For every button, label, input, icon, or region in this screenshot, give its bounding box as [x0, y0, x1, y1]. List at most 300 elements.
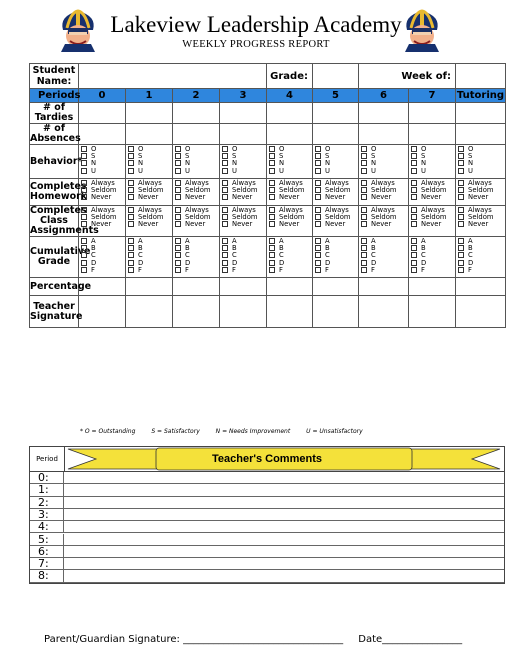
- checkbox[interactable]: [361, 245, 367, 251]
- checkbox[interactable]: [175, 160, 181, 166]
- checkbox[interactable]: [458, 180, 464, 186]
- option-label: Always: [371, 179, 395, 187]
- checkbox[interactable]: [81, 168, 87, 174]
- checkbox[interactable]: [315, 260, 321, 266]
- signature-cell[interactable]: [267, 296, 313, 328]
- checkbox[interactable]: [411, 146, 417, 152]
- option-label: S: [468, 152, 473, 161]
- checkbox[interactable]: [222, 180, 228, 186]
- checkbox[interactable]: [315, 168, 321, 174]
- week-field[interactable]: [456, 64, 506, 89]
- checkbox[interactable]: [269, 187, 275, 193]
- assignments-label: Completes Class Assignments: [30, 205, 99, 236]
- checkbox[interactable]: [361, 187, 367, 193]
- checkbox[interactable]: [361, 180, 367, 186]
- checkbox[interactable]: [458, 214, 464, 220]
- option-item: [458, 267, 503, 274]
- checkbox[interactable]: [128, 187, 134, 193]
- checkbox[interactable]: [128, 245, 134, 251]
- option-item: [81, 238, 123, 245]
- grade-field[interactable]: [313, 64, 359, 89]
- option-item: [361, 221, 406, 228]
- checkbox[interactable]: [222, 245, 228, 251]
- checkbox[interactable]: [361, 194, 367, 200]
- absences-label: # of Absences: [30, 123, 81, 144]
- option-label: Never: [421, 220, 442, 229]
- option-label: B: [421, 244, 426, 253]
- checkbox[interactable]: [128, 146, 134, 152]
- option-item: [458, 252, 503, 259]
- comment-row[interactable]: [30, 509, 504, 521]
- option-item: [81, 245, 123, 252]
- checkbox[interactable]: [315, 160, 321, 166]
- checkbox[interactable]: [81, 153, 87, 159]
- checkbox[interactable]: [411, 252, 417, 258]
- checkbox[interactable]: [411, 187, 417, 193]
- option-item: [81, 160, 123, 167]
- option-label: C: [185, 251, 190, 260]
- checkbox[interactable]: [269, 194, 275, 200]
- option-item: [361, 153, 406, 160]
- checkbox[interactable]: [175, 267, 181, 273]
- option-label: Never: [279, 193, 300, 202]
- option-label: D: [185, 258, 191, 267]
- checkbox[interactable]: [269, 267, 275, 273]
- checkbox[interactable]: [458, 194, 464, 200]
- checkbox[interactable]: [222, 194, 228, 200]
- checkbox[interactable]: [222, 153, 228, 159]
- checkbox[interactable]: [411, 153, 417, 159]
- checkbox[interactable]: [315, 245, 321, 251]
- checkbox[interactable]: [315, 194, 321, 200]
- option-label: U: [325, 166, 330, 175]
- option-label: Never: [371, 220, 392, 229]
- option-label: D: [468, 258, 474, 267]
- checkbox[interactable]: [175, 146, 181, 152]
- checkbox[interactable]: [222, 146, 228, 152]
- legend-item: S = Satisfactory: [151, 428, 200, 435]
- signature-cell[interactable]: [456, 296, 506, 328]
- school-title: Lakeview Leadership Academy: [110, 12, 402, 37]
- parent-signature-label: Parent/Guardian Signature: ________________________________: [44, 634, 344, 645]
- option-item: [222, 245, 264, 252]
- checkbox[interactable]: [458, 267, 464, 273]
- option-label: C: [279, 251, 284, 260]
- comment-period-label: 5:: [30, 534, 64, 546]
- option-label: Never: [325, 193, 346, 202]
- comment-row[interactable]: [30, 534, 504, 546]
- checkbox[interactable]: [458, 260, 464, 266]
- tardies-cell[interactable]: [456, 103, 506, 124]
- checkbox[interactable]: [175, 214, 181, 220]
- checkbox[interactable]: [315, 153, 321, 159]
- option-item: [128, 260, 170, 267]
- option-item: [361, 260, 406, 267]
- grade-options: [220, 237, 267, 278]
- date-field[interactable]: Date________________: [358, 634, 463, 645]
- checkbox[interactable]: [411, 221, 417, 227]
- checkbox[interactable]: [458, 207, 464, 213]
- checkbox[interactable]: [175, 180, 181, 186]
- option-item: [411, 168, 453, 175]
- option-item: [222, 146, 264, 153]
- tardies-cell[interactable]: [220, 103, 267, 124]
- checkbox[interactable]: [222, 252, 228, 258]
- absences-cell[interactable]: [220, 124, 267, 145]
- comment-period-label: 1:: [30, 484, 64, 496]
- option-label: B: [325, 244, 330, 253]
- checkbox[interactable]: [81, 160, 87, 166]
- percentage-cell[interactable]: [173, 278, 220, 296]
- checkbox[interactable]: [175, 153, 181, 159]
- checkbox[interactable]: [269, 252, 275, 258]
- signature-cell[interactable]: [220, 296, 267, 328]
- checkbox[interactable]: [81, 180, 87, 186]
- teacher-signature-label: Teacher Signature: [30, 296, 79, 328]
- option-label: Always: [371, 206, 395, 214]
- option-item: [315, 245, 356, 252]
- checkbox[interactable]: [458, 160, 464, 166]
- percentage-cell[interactable]: [409, 278, 456, 296]
- homework-options: [126, 179, 173, 206]
- checkbox[interactable]: [361, 260, 367, 266]
- comment-row[interactable]: [30, 546, 504, 558]
- option-label: B: [279, 244, 284, 253]
- checkbox[interactable]: [361, 252, 367, 258]
- homework-options: [409, 179, 456, 206]
- progress-grid: [29, 63, 506, 328]
- percentage-cell[interactable]: [313, 278, 359, 296]
- option-item: [175, 238, 217, 245]
- option-label: B: [185, 244, 190, 253]
- option-label: Never: [468, 193, 489, 202]
- checkbox[interactable]: [175, 238, 181, 244]
- checkbox[interactable]: [175, 187, 181, 193]
- option-item: [315, 267, 356, 274]
- checkbox[interactable]: [81, 221, 87, 227]
- option-label: F: [468, 265, 472, 274]
- checkbox[interactable]: [128, 238, 134, 244]
- comment-row[interactable]: [30, 472, 504, 484]
- option-label: O: [421, 145, 427, 153]
- behavior-options: [313, 145, 359, 179]
- comment-period-label: 0:: [30, 472, 64, 484]
- absences-cell[interactable]: [359, 124, 409, 145]
- percentage-cell[interactable]: [359, 278, 409, 296]
- option-item: [458, 221, 503, 228]
- checkbox[interactable]: [128, 153, 134, 159]
- checkbox[interactable]: [269, 168, 275, 174]
- checkbox[interactable]: [458, 221, 464, 227]
- checkbox[interactable]: [269, 146, 275, 152]
- checkbox[interactable]: [175, 260, 181, 266]
- checkbox[interactable]: [315, 214, 321, 220]
- absences-cell[interactable]: [267, 124, 313, 145]
- option-item: [222, 267, 264, 274]
- option-label: U: [232, 166, 237, 175]
- comment-period-label: 8:: [30, 570, 64, 582]
- option-item: [81, 168, 123, 175]
- checkbox[interactable]: [269, 245, 275, 251]
- checkbox[interactable]: [269, 238, 275, 244]
- option-label: A: [421, 237, 426, 245]
- student-name-label: Student Name:: [30, 64, 79, 89]
- checkbox[interactable]: [411, 194, 417, 200]
- parent-signature-line[interactable]: [44, 634, 462, 645]
- checkbox[interactable]: [128, 207, 134, 213]
- checkbox[interactable]: [81, 207, 87, 213]
- option-item: [458, 160, 503, 167]
- option-item: [315, 146, 356, 153]
- option-label: Always: [279, 179, 303, 187]
- option-label: Seldom: [232, 186, 258, 195]
- behavior-options: [456, 145, 506, 179]
- checkbox[interactable]: [361, 146, 367, 152]
- checkbox[interactable]: [411, 238, 417, 244]
- tardies-cell[interactable]: [313, 103, 359, 124]
- checkbox[interactable]: [315, 252, 321, 258]
- option-item: [315, 260, 356, 267]
- option-label: B: [138, 244, 143, 253]
- checkbox[interactable]: [222, 221, 228, 227]
- checkbox[interactable]: [81, 260, 87, 266]
- comment-row[interactable]: [30, 497, 504, 509]
- checkbox[interactable]: [81, 187, 87, 193]
- checkbox[interactable]: [411, 245, 417, 251]
- checkbox[interactable]: [411, 168, 417, 174]
- checkbox[interactable]: [175, 168, 181, 174]
- percentage-label: Percentage: [30, 278, 79, 296]
- option-item: [175, 252, 217, 259]
- option-label: N: [371, 159, 377, 168]
- absences-cell[interactable]: [126, 124, 173, 145]
- checkbox[interactable]: [411, 260, 417, 266]
- checkbox[interactable]: [128, 221, 134, 227]
- option-item: [128, 146, 170, 153]
- checkbox[interactable]: [361, 221, 367, 227]
- signature-cell[interactable]: [126, 296, 173, 328]
- comment-row[interactable]: [30, 521, 504, 533]
- checkbox[interactable]: [361, 168, 367, 174]
- percentage-cell[interactable]: [267, 278, 313, 296]
- option-item: [269, 146, 310, 153]
- checkbox[interactable]: [361, 238, 367, 244]
- checkbox[interactable]: [222, 238, 228, 244]
- period-header: 2: [173, 89, 220, 103]
- checkbox[interactable]: [175, 252, 181, 258]
- checkbox[interactable]: [315, 207, 321, 213]
- checkbox[interactable]: [269, 221, 275, 227]
- option-label: O: [138, 145, 144, 153]
- checkbox[interactable]: [458, 153, 464, 159]
- checkbox[interactable]: [175, 207, 181, 213]
- option-label: N: [468, 159, 474, 168]
- checkbox[interactable]: [458, 168, 464, 174]
- checkbox[interactable]: [458, 187, 464, 193]
- homework-options: [359, 179, 409, 206]
- checkbox[interactable]: [411, 160, 417, 166]
- option-label: Always: [421, 206, 445, 214]
- checkbox[interactable]: [411, 214, 417, 220]
- checkbox[interactable]: [411, 207, 417, 213]
- option-label: Always: [325, 179, 349, 187]
- checkbox[interactable]: [269, 160, 275, 166]
- checkbox[interactable]: [411, 180, 417, 186]
- tardies-cell[interactable]: [126, 103, 173, 124]
- checkbox[interactable]: [269, 207, 275, 213]
- assignments-options: [313, 206, 359, 237]
- checkbox[interactable]: [81, 146, 87, 152]
- checkbox[interactable]: [128, 168, 134, 174]
- absences-cell[interactable]: [456, 124, 506, 145]
- option-label: C: [91, 251, 96, 260]
- checkbox[interactable]: [128, 252, 134, 258]
- absences-cell[interactable]: [79, 124, 126, 145]
- checkbox[interactable]: [411, 267, 417, 273]
- checkbox[interactable]: [361, 153, 367, 159]
- checkbox[interactable]: [222, 260, 228, 266]
- comment-row[interactable]: [30, 484, 504, 496]
- checkbox[interactable]: [128, 260, 134, 266]
- grade-options: [359, 237, 409, 278]
- assignments-options: [456, 206, 506, 237]
- checkbox[interactable]: [315, 180, 321, 186]
- option-item: [269, 267, 310, 274]
- checkbox[interactable]: [269, 260, 275, 266]
- tardies-cell[interactable]: [359, 103, 409, 124]
- checkbox[interactable]: [361, 160, 367, 166]
- option-item: [411, 267, 453, 274]
- option-item: [128, 160, 170, 167]
- option-item: [81, 260, 123, 267]
- checkbox[interactable]: [315, 238, 321, 244]
- checkbox[interactable]: [222, 267, 228, 273]
- option-label: F: [138, 265, 142, 274]
- behavior-options: [409, 145, 456, 179]
- checkbox[interactable]: [175, 221, 181, 227]
- option-label: D: [138, 258, 144, 267]
- percentage-cell[interactable]: [456, 278, 506, 296]
- homework-options: [220, 179, 267, 206]
- percentage-cell[interactable]: [220, 278, 267, 296]
- student-name-field[interactable]: [79, 64, 267, 89]
- option-label: O: [279, 145, 285, 153]
- period-header: 0: [79, 89, 126, 103]
- checkbox[interactable]: [128, 267, 134, 273]
- comment-row[interactable]: [30, 570, 504, 582]
- option-label: A: [279, 237, 284, 245]
- checkbox[interactable]: [175, 194, 181, 200]
- checkbox[interactable]: [315, 221, 321, 227]
- tardies-cell[interactable]: [267, 103, 313, 124]
- checkbox[interactable]: [315, 267, 321, 273]
- checkbox[interactable]: [81, 267, 87, 273]
- signature-cell[interactable]: [409, 296, 456, 328]
- checkbox[interactable]: [361, 267, 367, 273]
- spartan-mascot-icon: [401, 8, 443, 52]
- comment-row[interactable]: [30, 558, 504, 570]
- option-label: F: [325, 265, 329, 274]
- option-label: F: [232, 265, 236, 274]
- option-item: [175, 160, 217, 167]
- signature-cell[interactable]: [313, 296, 359, 328]
- option-label: D: [421, 258, 427, 267]
- option-label: C: [421, 251, 426, 260]
- checkbox[interactable]: [81, 238, 87, 244]
- grade-options: [267, 237, 313, 278]
- homework-options: [173, 179, 220, 206]
- signature-cell[interactable]: [173, 296, 220, 328]
- behavior-options: [173, 145, 220, 179]
- tardies-cell[interactable]: [173, 103, 220, 124]
- checkbox[interactable]: [128, 180, 134, 186]
- behavior-label: Behavior*: [30, 145, 79, 179]
- option-item: [81, 252, 123, 259]
- absences-cell[interactable]: [173, 124, 220, 145]
- option-label: Always: [279, 206, 303, 214]
- checkbox[interactable]: [81, 245, 87, 251]
- checkbox[interactable]: [222, 214, 228, 220]
- checkbox[interactable]: [361, 214, 367, 220]
- checkbox[interactable]: [81, 214, 87, 220]
- option-item: [411, 160, 453, 167]
- option-item: [458, 238, 503, 245]
- period-header: 1: [126, 89, 173, 103]
- checkbox[interactable]: [81, 252, 87, 258]
- homework-row: [30, 179, 506, 206]
- signature-cell[interactable]: [359, 296, 409, 328]
- option-item: [269, 252, 310, 259]
- option-label: Seldom: [421, 186, 447, 195]
- checkbox[interactable]: [128, 160, 134, 166]
- checkbox[interactable]: [81, 194, 87, 200]
- checkbox[interactable]: [458, 146, 464, 152]
- option-label: Never: [91, 193, 112, 202]
- checkbox[interactable]: [315, 146, 321, 152]
- checkbox[interactable]: [222, 160, 228, 166]
- checkbox[interactable]: [222, 187, 228, 193]
- tardies-cell[interactable]: [79, 103, 126, 124]
- option-label: Seldom: [138, 186, 164, 195]
- checkbox[interactable]: [128, 214, 134, 220]
- checkbox[interactable]: [315, 187, 321, 193]
- option-label: Always: [468, 206, 492, 214]
- checkbox[interactable]: [269, 153, 275, 159]
- checkbox[interactable]: [458, 238, 464, 244]
- checkbox[interactable]: [175, 245, 181, 251]
- tardies-cell[interactable]: [409, 103, 456, 124]
- checkbox[interactable]: [269, 214, 275, 220]
- option-label: U: [371, 166, 376, 175]
- option-label: Seldom: [325, 213, 351, 222]
- checkbox[interactable]: [222, 207, 228, 213]
- percentage-cell[interactable]: [126, 278, 173, 296]
- option-label: F: [371, 265, 375, 274]
- checkbox[interactable]: [458, 245, 464, 251]
- checkbox[interactable]: [458, 252, 464, 258]
- option-item: [411, 245, 453, 252]
- checkbox[interactable]: [128, 194, 134, 200]
- absences-cell[interactable]: [409, 124, 456, 145]
- absences-cell[interactable]: [313, 124, 359, 145]
- checkbox[interactable]: [269, 180, 275, 186]
- grade-options: [126, 237, 173, 278]
- option-label: F: [185, 265, 189, 274]
- option-label: Seldom: [279, 186, 305, 195]
- signature-cell[interactable]: [79, 296, 126, 328]
- checkbox[interactable]: [222, 168, 228, 174]
- checkbox[interactable]: [361, 207, 367, 213]
